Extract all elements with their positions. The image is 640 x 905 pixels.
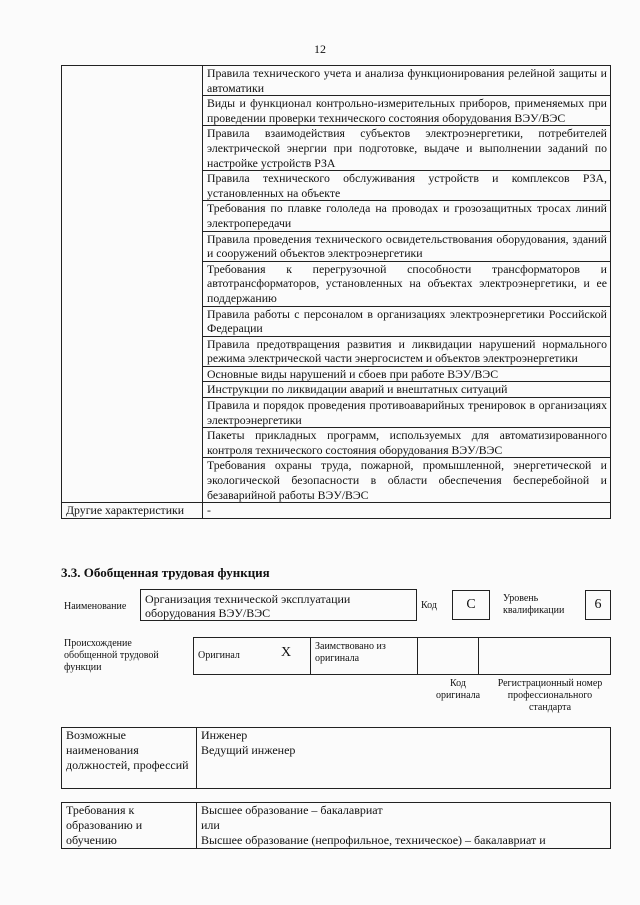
table-row <box>62 803 611 849</box>
education-label: Требования к образованию и обучению <box>62 803 197 849</box>
original-code-caption: Код оригинала <box>435 678 481 701</box>
table-row <box>62 66 611 96</box>
reg-number-caption: Регистрационный номер профессионального стандарта <box>497 678 603 713</box>
origin-table <box>193 637 611 675</box>
section-title: 3.3. Обобщенная трудовая функция <box>61 565 270 580</box>
knowledge-item: Виды и функционал контрольно-измерительных приборов, применяемых при проведении проверки технического состояния оборудования ВЭУ/ВЭС <box>203 96 611 126</box>
education-table <box>61 802 611 849</box>
original-code-cell <box>418 638 479 675</box>
qualification-level-label: Уровень квалификации <box>503 593 565 616</box>
knowledge-table <box>61 65 611 519</box>
qualification-level-value: 6 <box>585 590 611 620</box>
borrowed-label: Заимствовано из оригинала <box>311 638 418 675</box>
code-label: Код <box>421 600 437 611</box>
function-name-value: Организация технической эксплуатации оборудования ВЭУ/ВЭС <box>140 589 417 621</box>
knowledge-item: Правила взаимодействия субъектов электроэнергетики, потребителей электрической энергии при подготовке, выдаче и выполнении заданий по настройке устройств РЗА <box>203 126 611 171</box>
table-row <box>194 638 611 675</box>
positions-table <box>61 727 611 789</box>
table-row <box>62 503 611 519</box>
knowledge-item: Правила и порядок проведения противоаварийных тренировок в организациях электроэнергетики <box>203 398 611 428</box>
origin-label: Происхождение обобщенной трудовой функции <box>64 638 159 673</box>
knowledge-left-cell <box>62 66 203 503</box>
table-row <box>62 728 611 789</box>
knowledge-item: Правила технического обслуживания устройств и комплексов РЗА, установленных на объекте <box>203 171 611 201</box>
other-characteristics-value: - <box>203 503 611 519</box>
position-item: Ведущий инженер <box>201 743 296 757</box>
positions-value <box>197 728 611 789</box>
code-value: C <box>452 590 490 620</box>
original-mark: X <box>262 638 311 675</box>
education-line: Высшее образование – бакалавриат <box>201 803 383 817</box>
knowledge-item: Требования охраны труда, пожарной, промышленной, энергетической и экологической безопасности в области обеспечения бесперебойной и безаварийной работы ВЭУ/ВЭС <box>203 458 611 503</box>
knowledge-item: Основные виды нарушений и сбоев при работе ВЭУ/ВЭС <box>203 366 611 382</box>
reg-number-cell <box>479 638 611 675</box>
knowledge-item: Правила работы с персоналом в организациях электроэнергетики Российской Федерации <box>203 306 611 336</box>
education-line: или <box>201 818 220 832</box>
knowledge-item: Требования к перегрузочной способности трансформаторов и автотрансформаторов, установленных на объектах электроэнергетики, и ее поддержанию <box>203 261 611 306</box>
position-item: Инженер <box>201 728 248 742</box>
original-label: Оригинал <box>194 638 263 675</box>
education-line: Высшее образование (непрофильное, техническое) – бакалавриат и <box>201 833 546 847</box>
knowledge-item: Пакеты прикладных программ, используемых для автоматизированного контроля технического состояния оборудования ВЭУ/ВЭС <box>203 428 611 458</box>
other-characteristics-label: Другие характеристики <box>62 503 203 519</box>
education-value <box>197 803 611 849</box>
knowledge-item: Правила технического учета и анализа функционирования релейной защиты и автоматики <box>203 66 611 96</box>
function-name-label: Наименование <box>64 601 127 612</box>
knowledge-item: Требования по плавке гололеда на проводах и грозозащитных тросах линий электропередачи <box>203 201 611 231</box>
knowledge-item: Инструкции по ликвидации аварий и внештатных ситуаций <box>203 382 611 398</box>
page-number: 12 <box>314 42 326 56</box>
positions-label: Возможные наименования должностей, профессий <box>62 728 197 789</box>
knowledge-item: Правила проведения технического освидетельствования оборудования, зданий и сооружений объектов электроэнергетики <box>203 231 611 261</box>
knowledge-item: Правила предотвращения развития и ликвидации нарушений нормального режима электрической части энергосистем и объектов электроэнергетики <box>203 336 611 366</box>
